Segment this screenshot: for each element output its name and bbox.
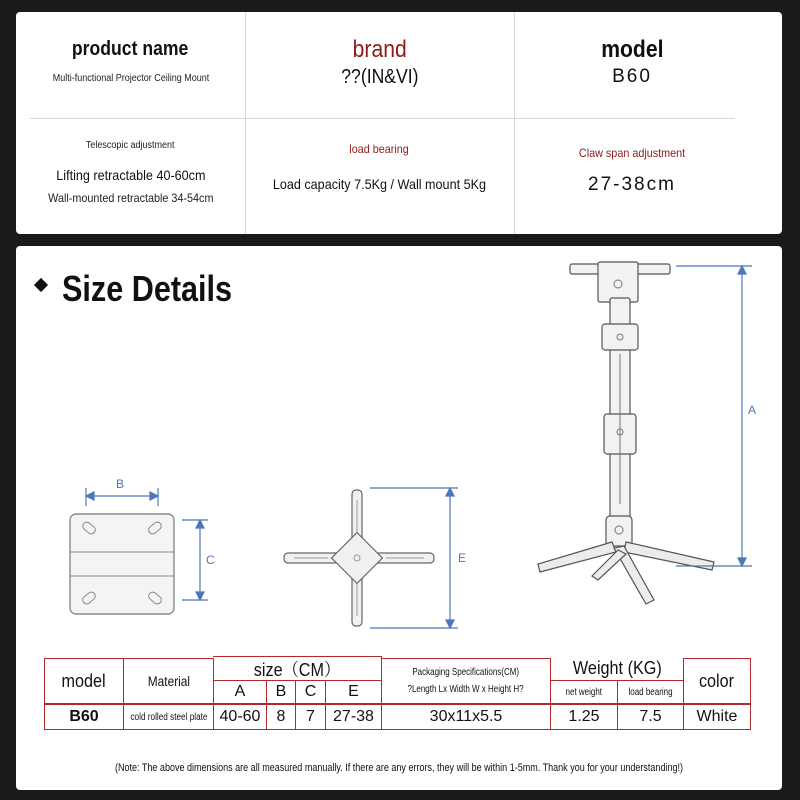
dim-label-c: C <box>206 553 215 567</box>
telescopic-cell <box>16 140 245 205</box>
diamond-bullet-icon <box>34 278 48 292</box>
table-header-color: color <box>683 658 751 704</box>
table-cell-e: 27-38 <box>325 704 382 730</box>
dim-label-a: A <box>748 403 757 417</box>
product-name-title: product name <box>72 38 189 60</box>
claw-value: 27-38cm <box>588 174 676 195</box>
table-header-load-bearing: load bearing <box>617 680 684 704</box>
brand-value: ??(IN&VI) <box>340 66 419 88</box>
load-title: load bearing <box>349 142 410 156</box>
table-cell-load-bearing: 7.5 <box>617 704 684 730</box>
model-value: B60 <box>612 66 652 87</box>
telescopic-title: Telescopic adjustment <box>86 140 175 151</box>
table-header-model: model <box>44 658 124 704</box>
table-header-packaging: Packaging Specifications(CM) ?Length Lx Width W x Height H? <box>381 658 551 704</box>
dim-label-e: E <box>458 551 467 565</box>
table-header-weight: Weight (KG) <box>572 657 662 678</box>
mounting-plate-drawing <box>52 476 222 626</box>
plate-outline <box>70 514 174 614</box>
table-header-size: size（CM） <box>213 656 382 680</box>
telescopic-line2: Wall-mounted retractable 34-54cm <box>47 191 214 205</box>
claw-cell <box>514 146 750 196</box>
table-header-material: Material <box>123 658 214 704</box>
table-header-b: B <box>266 680 296 704</box>
product-name-value: Multi-functional Projector Ceiling Mount <box>52 73 209 84</box>
table-cell-color: White <box>683 704 751 730</box>
table-cell-a: 40-60 <box>213 704 267 730</box>
size-details-heading <box>36 268 262 310</box>
load-cell <box>245 142 514 192</box>
table-cell-net-weight: 1.25 <box>550 704 618 730</box>
claw-title: Claw span adjustment <box>578 146 686 160</box>
model-title: model <box>600 36 664 63</box>
size-details-title: Size Details <box>62 268 233 309</box>
table-cell-c: 7 <box>295 704 326 730</box>
telescopic-line1: Lifting retractable 40-60cm <box>55 167 206 183</box>
brand-cell <box>245 36 514 89</box>
spec-summary-card <box>16 12 782 234</box>
table-header-net-weight: net weight <box>550 680 618 704</box>
table-header-e: E <box>325 680 382 704</box>
dim-label-b: B <box>116 477 125 491</box>
table-cell-model: B60 <box>44 704 124 730</box>
ceiling-mount-drawing <box>526 254 766 624</box>
model-cell <box>514 36 750 88</box>
divider <box>30 118 735 119</box>
product-name-cell <box>16 38 245 84</box>
table-cell-b: 8 <box>266 704 296 730</box>
table-cell-material: cold rolled steel plate <box>123 704 214 730</box>
table-header-c: C <box>295 680 326 704</box>
table-cell-packaging: 30x11x5.5 <box>381 704 551 730</box>
load-value: Load capacity 7.5Kg / Wall mount 5Kg <box>272 176 487 192</box>
cross-bracket-drawing <box>278 482 478 642</box>
measurement-note: (Note: The above dimensions are all measured manually. If there are any errors, they will be within 1-5mm. Thank you for your understanding!) <box>114 762 684 774</box>
size-details-card <box>16 246 782 790</box>
table-header-a: A <box>213 680 267 704</box>
brand-title: brand <box>352 36 407 63</box>
spec-table <box>44 656 754 732</box>
